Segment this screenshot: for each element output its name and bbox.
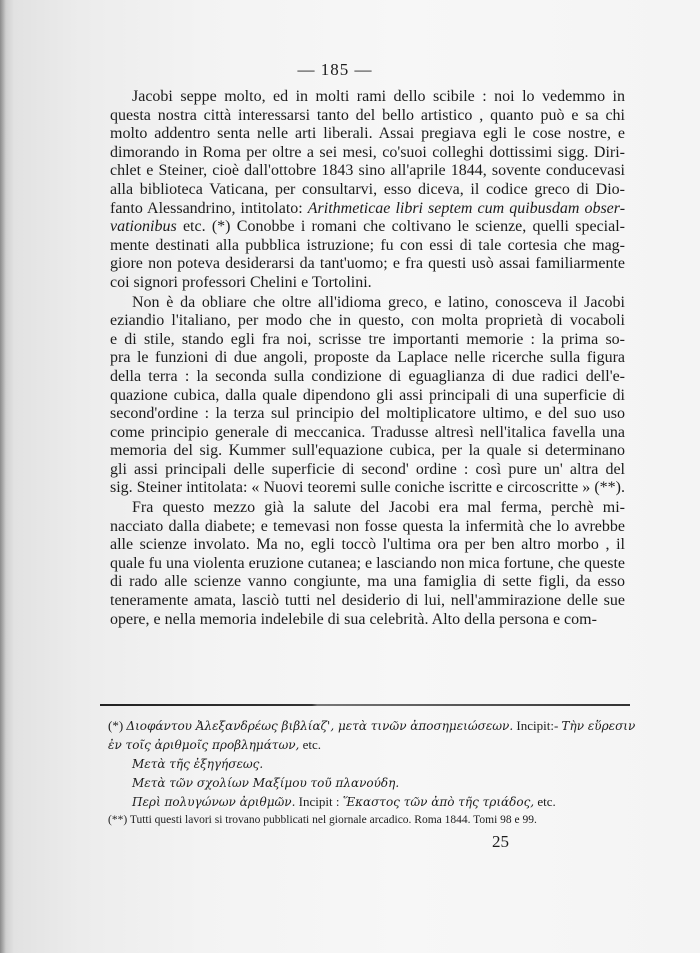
text-line: gli assi principali delle superficie di second' ordine : così pure un' altra del — [110, 460, 625, 478]
text-line: coi signori professori Chelini e Tortolini. — [110, 273, 372, 291]
text-line: come principio generale di meccanica. Tradusse altresì nell'italica favella una — [110, 423, 625, 441]
text-line: della terra : la seconda sulla condizione di eguaglianza di due radici dell'e- — [110, 367, 625, 385]
greek-text: Περὶ πολυγώνων ἀριθμῶν. — [132, 795, 296, 809]
text-line: dimorando in Roma per oltre a sei mesi, co'suoi colleghi dottissimi sigg. Diri- — [110, 143, 625, 161]
text-line: chlet e Steiner, cioè dall'ottobre 1843 sino all'aprile 1844, sovente conducevasi — [110, 162, 625, 180]
incipit-label: Incipit:- — [516, 718, 559, 733]
footnote-1-subline — [108, 773, 648, 792]
text-line: pra le funzioni di due angoli, proposte da Laplace nelle ricerche sulla figura — [110, 349, 625, 367]
text-line: sig. Steiner intitolata: « Nuovi teoremi sulle coniche iscritte e circoscritte » (**). — [110, 479, 625, 497]
footnotes — [108, 716, 648, 852]
text-line: alla biblioteca Vaticana, per consultarvi, esso diceva, il codice greco di Dio- — [110, 180, 625, 198]
incipit-label: Incipit : — [298, 794, 340, 809]
text-line: memoria del sig. Kummer sull'equazione cubica, per la quale si determinano — [110, 442, 625, 460]
etc-text: etc. — [302, 737, 321, 752]
text-line: di rado alle scienze vanno congiunte, ma una famiglia di sette figli, da esso — [110, 573, 625, 591]
text-line: questa nostra città interessarsi tanto del bello artistico , quanto può e sa chi — [110, 106, 625, 124]
text-line: mente destinati alla pubblica istruzione; fu con essi di tale cortesia che mag- — [110, 236, 625, 254]
text-line: Non è da obliare che oltre all'idioma greco, e latino, conosceva il Jacobi — [132, 293, 625, 311]
text-line: nacciato dalla diabete; e temevasi non fosse questa la infermità che lo avrebbe — [110, 517, 625, 535]
greek-text: Μετὰ τῶν σχολίων Μαξίμου τοῦ πλανούδη. — [132, 776, 400, 790]
text-line: opere, e nella memoria indelebile di sua celebrità. Alto della persona e com- — [110, 610, 597, 628]
text-span: fanto Alessandrino, intitolato: — [110, 199, 303, 217]
incipit-greek: Ἕκαστος τῶν ἀπὸ τῆς τριάδος, — [342, 795, 535, 809]
footnote-marker: (**) — [108, 814, 128, 826]
book-title-end: vationibus — [110, 218, 177, 236]
text-span: etc. (*) Conobbe i romani che coltivano le scienze, quelli special- — [176, 218, 625, 236]
text-line: quazione cubica, dalla quale dipendono gli assi principali di una superficie di — [110, 386, 625, 404]
incipit-greek: Τὴν εὕρεσιν — [561, 719, 636, 733]
text-line: Jacobi seppe molto, ed in molti rami dello scibile : noi lo vedemmo in — [132, 88, 625, 105]
body-text — [110, 88, 625, 629]
text-line: alle scienze involato. Ma no, egli toccò l'ultima ora per ben altro morbo , il — [110, 536, 625, 554]
text-line: teneramente amata, lasciò tutti nel desiderio di lui, nell'ammirazione delle sue — [110, 592, 625, 610]
text-line — [110, 200, 625, 219]
footnote-2 — [108, 811, 648, 830]
text-line: second'ordine : la terza sul principio del moltiplicatore ultimo, e del suo uso — [110, 405, 625, 423]
greek-title: Διοφάντου Ἀλεξανδρέως βιβλίαζ', μετὰ τινῶν ἀποσημειώσεων. — [126, 719, 514, 733]
page-number: — 185 — — [297, 60, 373, 79]
text-line: eziandio l'italiano, per modo che in questo, con molta proprietà di vocaboli — [110, 312, 625, 330]
etc-text: etc. — [537, 794, 556, 809]
signature-mark: 25 — [492, 832, 509, 851]
text-line: e di stile, stando egli fra noi, scrisse tre importanti memorie : la prima so- — [110, 330, 625, 348]
footnote-marker: (*) — [108, 718, 124, 733]
book-title: Arithmeticae libri septem cum quibusdam obser- — [307, 199, 626, 217]
footnote-text: Tutti questi lavori si trovano pubblicati nel giornale arcadico. Roma 1844. Tomi 98 e 99. — [129, 814, 537, 826]
text-line — [110, 218, 625, 237]
text-line: Fra questo mezzo già la salute del Jacobi era mal ferma, perchè mi- — [132, 499, 625, 517]
text-line: molto addentro senta nelle arti liberali. Assai pregiava egli le cose nostre, e — [110, 125, 625, 143]
footnote-1-subline — [108, 754, 648, 773]
footnote-1 — [108, 716, 648, 735]
text-line: giore non poteva desiderarsi da tant'uomo; e fra questi usò assai familiarmente — [110, 255, 625, 273]
footnote-1-subline — [108, 792, 648, 811]
greek-text: Μετὰ τῆς ἐξηγήσεως. — [132, 757, 264, 771]
footnote-separator — [100, 704, 630, 706]
text-line: quale fu una violenta eruzione cutanea; e lasciando non mica fortune, che queste — [110, 554, 625, 572]
footnote-1-continuation — [108, 735, 648, 754]
greek-text: ἐν τοῖς ἀριθμοῖς προβλημάτων, — [108, 738, 300, 752]
